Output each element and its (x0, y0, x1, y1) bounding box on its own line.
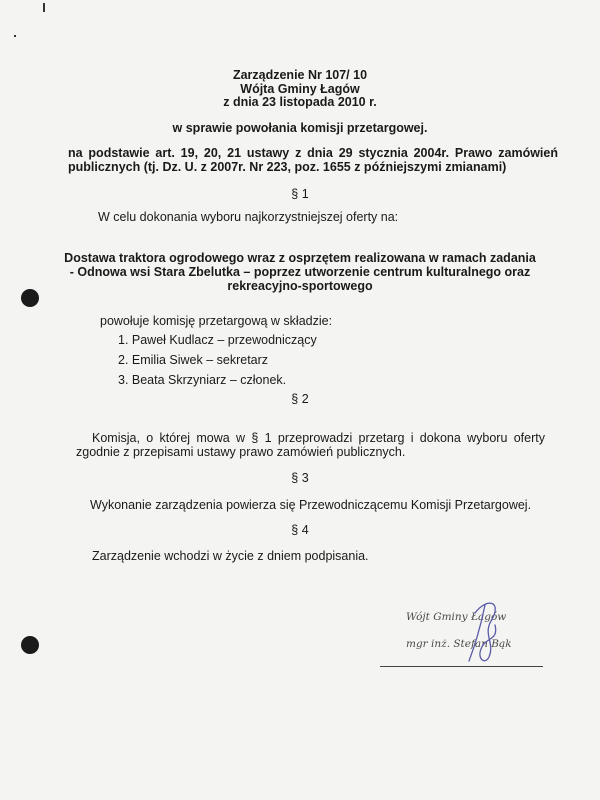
section4-heading: § 4 (291, 523, 309, 537)
section3-text: Wykonanie zarządzenia powierza się Przewodniczącemu Komisji Przetargowej. (90, 498, 532, 512)
list-item: 2. Emilia Siwek – sekretarz (118, 353, 269, 367)
scan-speck (43, 3, 45, 12)
list-item: 3. Beata Skrzyniarz – członek. (118, 373, 287, 387)
task-line2: - Odnowa wsi Stara Zbelutka – poprzez utworzenie centrum kulturalnego oraz (69, 265, 531, 279)
section1-intro: W celu dokonania wyboru najkorzystniejszej oferty na: (98, 210, 399, 224)
stamp-title: Wójt Gminy Łagów (406, 611, 507, 623)
section4-text: Zarządzenie wchodzi w życie z dniem podpisania. (92, 549, 369, 563)
legal-basis-line1: na podstawie art. 19, 20, 21 ustawy z dnia 29 stycznia 2004r. Prawo zamówień (68, 146, 558, 160)
document-title: Zarządzenie Nr 107/ 10 (232, 68, 368, 82)
appoint-text: powołuje komisję przetargową w składzie: (100, 314, 333, 328)
list-item: 1. Paweł Kudlacz – przewodniczący (118, 333, 317, 347)
section2-line1: Komisja, o której mowa w § 1 przeprowadzi przetarg i dokona wyboru oferty (92, 431, 545, 445)
punch-hole-bottom (21, 636, 39, 654)
task-line1: Dostawa traktora ogrodowego wraz z osprzętem realizowana w ramach zadania (64, 251, 536, 265)
document-date: z dnia 23 listopada 2010 r. (223, 95, 377, 109)
signature-line (380, 666, 543, 667)
stamp-name: mgr inż. Stefan Bąk (406, 638, 512, 650)
section2-line2: zgodnie z przepisami ustawy prawo zamówień publicznych. (76, 445, 406, 459)
section2-heading: § 2 (291, 392, 309, 406)
task-line3: rekreacyjno-sportowego (227, 279, 373, 293)
section3-heading: § 3 (291, 471, 309, 485)
scan-speck (14, 35, 16, 37)
document-subject: w sprawie powołania komisji przetargowej. (172, 121, 428, 135)
section1-heading: § 1 (291, 187, 309, 201)
document-issuer: Wójta Gminy Łagów (240, 82, 360, 96)
handwritten-signature (455, 595, 525, 670)
legal-basis-line2: publicznych (tj. Dz. U. z 2007r. Nr 223, poz. 1655 z późniejszymi zmianami) (68, 160, 507, 174)
